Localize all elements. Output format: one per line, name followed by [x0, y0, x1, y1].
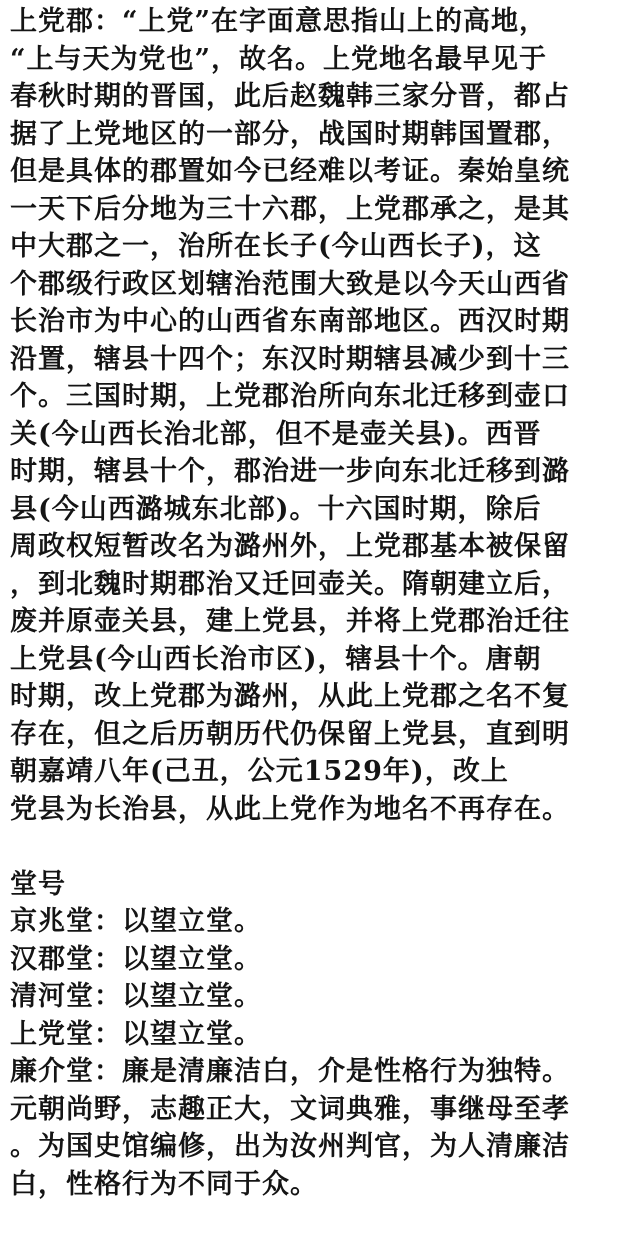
text-line: 存在，但之后历朝历代仍保留上党县，直到明 — [10, 718, 570, 750]
text-line: 汉郡堂：以望立堂。 — [10, 943, 262, 975]
text-line: 一天下后分地为三十六郡，上党郡承之，是其 — [10, 193, 570, 225]
paragraph-gap — [10, 828, 638, 866]
text-line: 据了上党地区的一部分，战国时期韩国置郡， — [10, 118, 570, 150]
text-line: 白，性格行为不同于众。 — [10, 1168, 318, 1200]
text-line: 废并原壶关县，建上党县，并将上党郡治迁往 — [10, 606, 570, 637]
text-line: 中大郡之一，治所在长子(今山西长子)，这 — [10, 231, 542, 262]
text-line: 时期，辖县十个，郡治进一步向东北迁移到潞 — [10, 456, 570, 487]
text-line: ，到北魏时期郡治又迁回壶关。隋朝建立后， — [10, 568, 570, 600]
text-line: 清河堂：以望立堂。 — [10, 981, 262, 1012]
section-heading: 堂号 — [10, 868, 66, 900]
text-line: 时期，改上党郡为潞州，从此上党郡之名不复 — [10, 681, 570, 712]
text-line: 但是具体的郡置如今已经难以考证。秦始皇统 — [10, 156, 570, 187]
document-body — [10, 3, 638, 1203]
text-line: 周政权短暂改名为潞州外，上党郡基本被保留 — [10, 531, 570, 562]
text-line: 廉介堂：廉是清廉洁白，介是性格行为独特。 — [10, 1056, 570, 1087]
text-line: 沿置，辖县十四个；东汉时期辖县减少到十三 — [10, 343, 570, 375]
text-line: 上党郡：“上党”在字面意思指山上的高地， — [10, 6, 548, 37]
text-line: 京兆堂：以望立堂。 — [10, 906, 262, 937]
text-line: 县(今山西潞城东北部)。十六国时期，除后 — [10, 493, 542, 525]
text-line: 长治市为中心的山西省东南部地区。西汉时期 — [10, 306, 570, 337]
text-line: 春秋时期的晋国，此后赵魏韩三家分晋，都占 — [10, 81, 570, 112]
text-line: 党县为长治县，从此上党作为地名不再存在。 — [10, 793, 570, 825]
text-line: 朝嘉靖八年(己丑，公元1529年)，改上 — [10, 756, 509, 787]
text-line: 元朝尚野，志趣正大，文词典雅，事继母至孝 — [10, 1093, 570, 1125]
text-line: 个郡级行政区划辖治范围大致是以今天山西省 — [10, 268, 570, 300]
text-line: 上党县(今山西长治市区)，辖县十个。唐朝 — [10, 643, 542, 675]
text-line: 。为国史馆编修，出为汝州判官，为人清廉洁 — [10, 1131, 570, 1162]
text-line: 上党堂：以望立堂。 — [10, 1018, 262, 1050]
text-line: 关(今山西长治北部，但不是壶关县)。西晋 — [10, 418, 542, 450]
text-line: “上与天为党也”，故名。上党地名最早见于 — [10, 43, 548, 75]
text-line: 个。三国时期，上党郡治所向东北迁移到壶口 — [10, 381, 570, 412]
